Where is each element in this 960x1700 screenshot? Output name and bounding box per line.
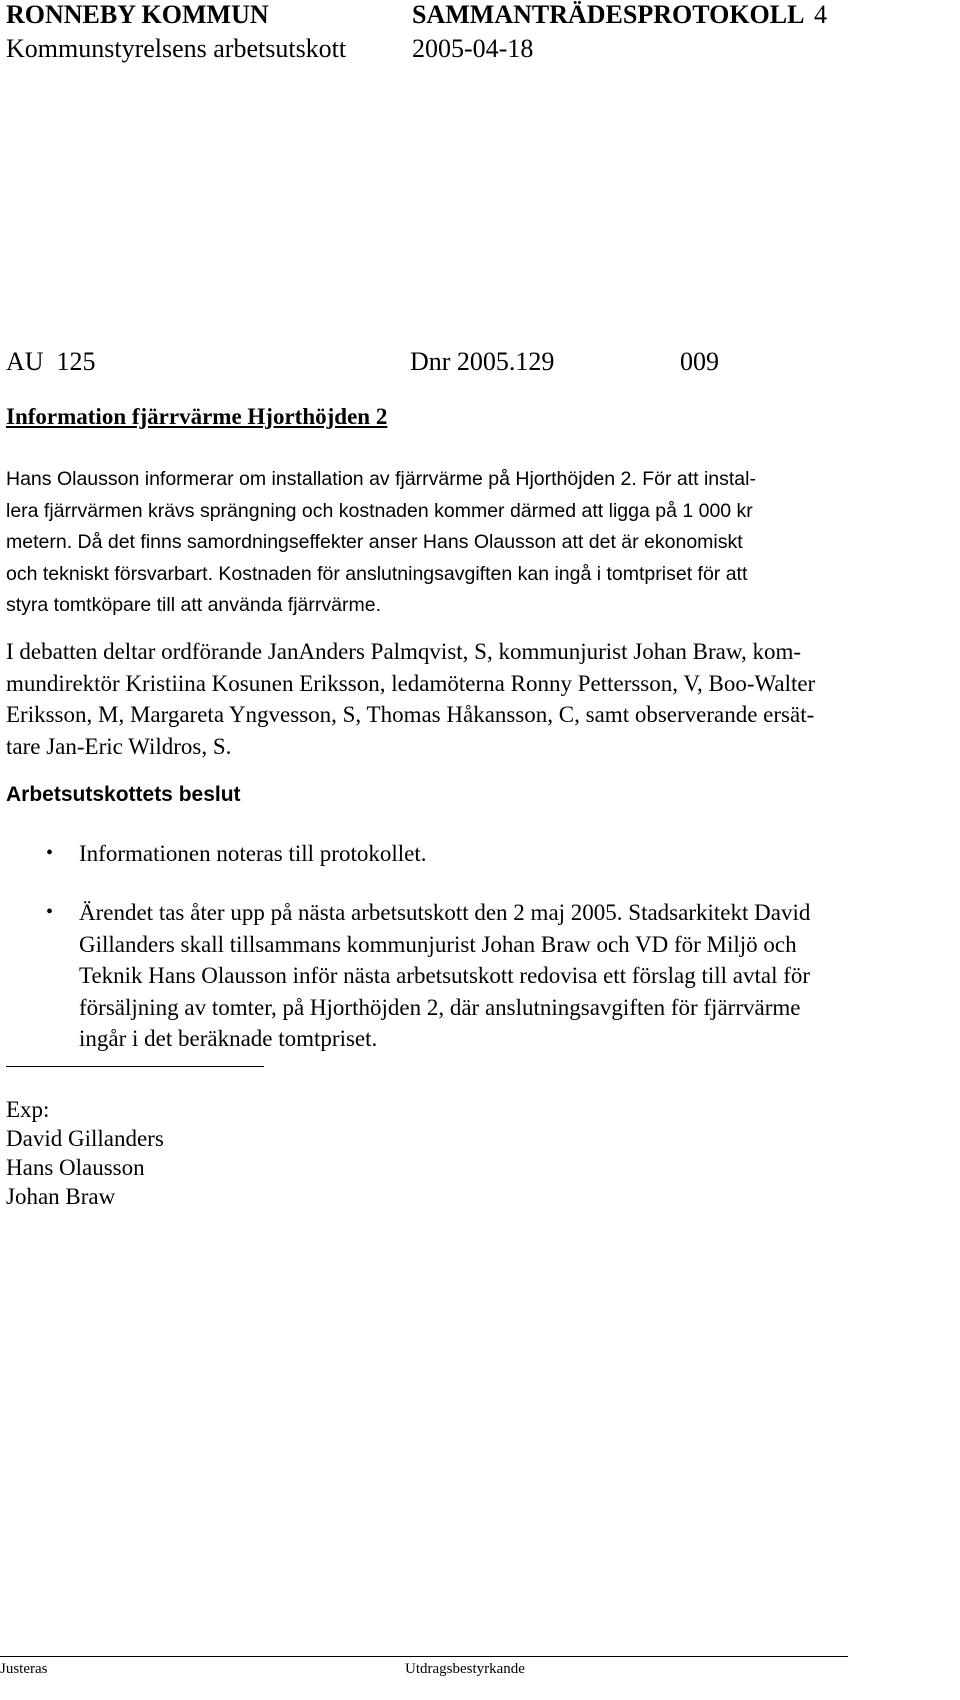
paragraph-line: Hans Olausson informerar om installation av fjärrvärme på Hjorthöjden 2. För att instal-	[6, 468, 756, 490]
document-type: SAMMANTRÄDESPROTOKOLL	[412, 0, 805, 29]
item-title: Information fjärrvärme Hjorthöjden 2	[6, 404, 388, 429]
paragraph-line: I debatten deltar ordförande JanAnders Palmqvist, S, kommunjurist Johan Braw, kom-	[6, 639, 802, 664]
footer-justeras: Justeras	[0, 1661, 48, 1677]
paragraph-line: metern. Då det finns samordningseffekter anser Hans Olausson att det är ekonomiskt	[6, 531, 743, 553]
bullet-icon: •	[46, 901, 54, 923]
item-code: 009	[680, 347, 719, 376]
debate-paragraph	[6, 636, 815, 762]
intro-paragraph	[6, 464, 756, 622]
paragraph-line: mundirektör Kristiina Kosunen Eriksson, ledamöterna Ronny Pettersson, V, Boo-Walter	[6, 670, 816, 696]
dnr: Dnr 2005.129	[410, 347, 555, 376]
paragraph-line: Eriksson, M, Margareta Yngvesson, S, Thomas Håkansson, C, samt observerande ersät-	[6, 702, 815, 727]
bullet-icon: •	[46, 842, 54, 864]
decision-line: försäljning av tomter, på Hjorthöjden 2, där anslutningsavgiften för fjärrvärme	[79, 994, 801, 1020]
decision-line: ingår i det beräknade tomtpriset.	[79, 1026, 378, 1051]
page-number: 4	[814, 0, 827, 29]
recipient: David Gillanders	[6, 1126, 164, 1151]
decision-line: Ärendet tas åter upp på nästa arbetsutskott den 2 maj 2005. Stadsarkitekt David	[79, 900, 811, 925]
decision-line: Informationen noteras till protokollet.	[79, 841, 427, 866]
footer-utdragsbestyrkande: Utdragsbestyrkande	[405, 1661, 525, 1677]
decision-line: Gillanders skall tillsammans kommunjurist Johan Braw och VD för Miljö och	[79, 931, 797, 957]
item-number: AU 125	[6, 347, 96, 376]
paragraph-line: lera fjärrvärmen krävs sprängning och kostnaden kommer därmed att ligga på 1 000 kr	[6, 499, 753, 522]
recipient: Johan Braw	[6, 1184, 116, 1209]
recipient: Hans Olausson	[6, 1155, 145, 1180]
separator-rule	[6, 1066, 264, 1067]
municipality-name: RONNEBY KOMMUN	[6, 0, 269, 29]
paragraph-line: styra tomtköpare till att använda fjärrvärme.	[6, 594, 381, 616]
meeting-date: 2005-04-18	[412, 34, 534, 63]
footer-rule	[0, 1656, 848, 1657]
distribution-label: Exp:	[6, 1097, 50, 1122]
decision-line: Teknik Hans Olausson inför nästa arbetsutskott redovisa ett förslag till avtal för	[79, 963, 811, 988]
distribution-list	[6, 1095, 164, 1211]
decision-item	[79, 897, 810, 1055]
decision-heading: Arbetsutskottets beslut	[6, 783, 241, 806]
committee-name: Kommunstyrelsens arbetsutskott	[6, 34, 347, 63]
paragraph-line: tare Jan-Eric Wildros, S.	[6, 733, 232, 759]
paragraph-line: och tekniskt försvarbart. Kostnaden för anslutningsavgiften kan ingå i tomtpriset för att	[6, 562, 748, 585]
decision-item	[79, 838, 426, 870]
